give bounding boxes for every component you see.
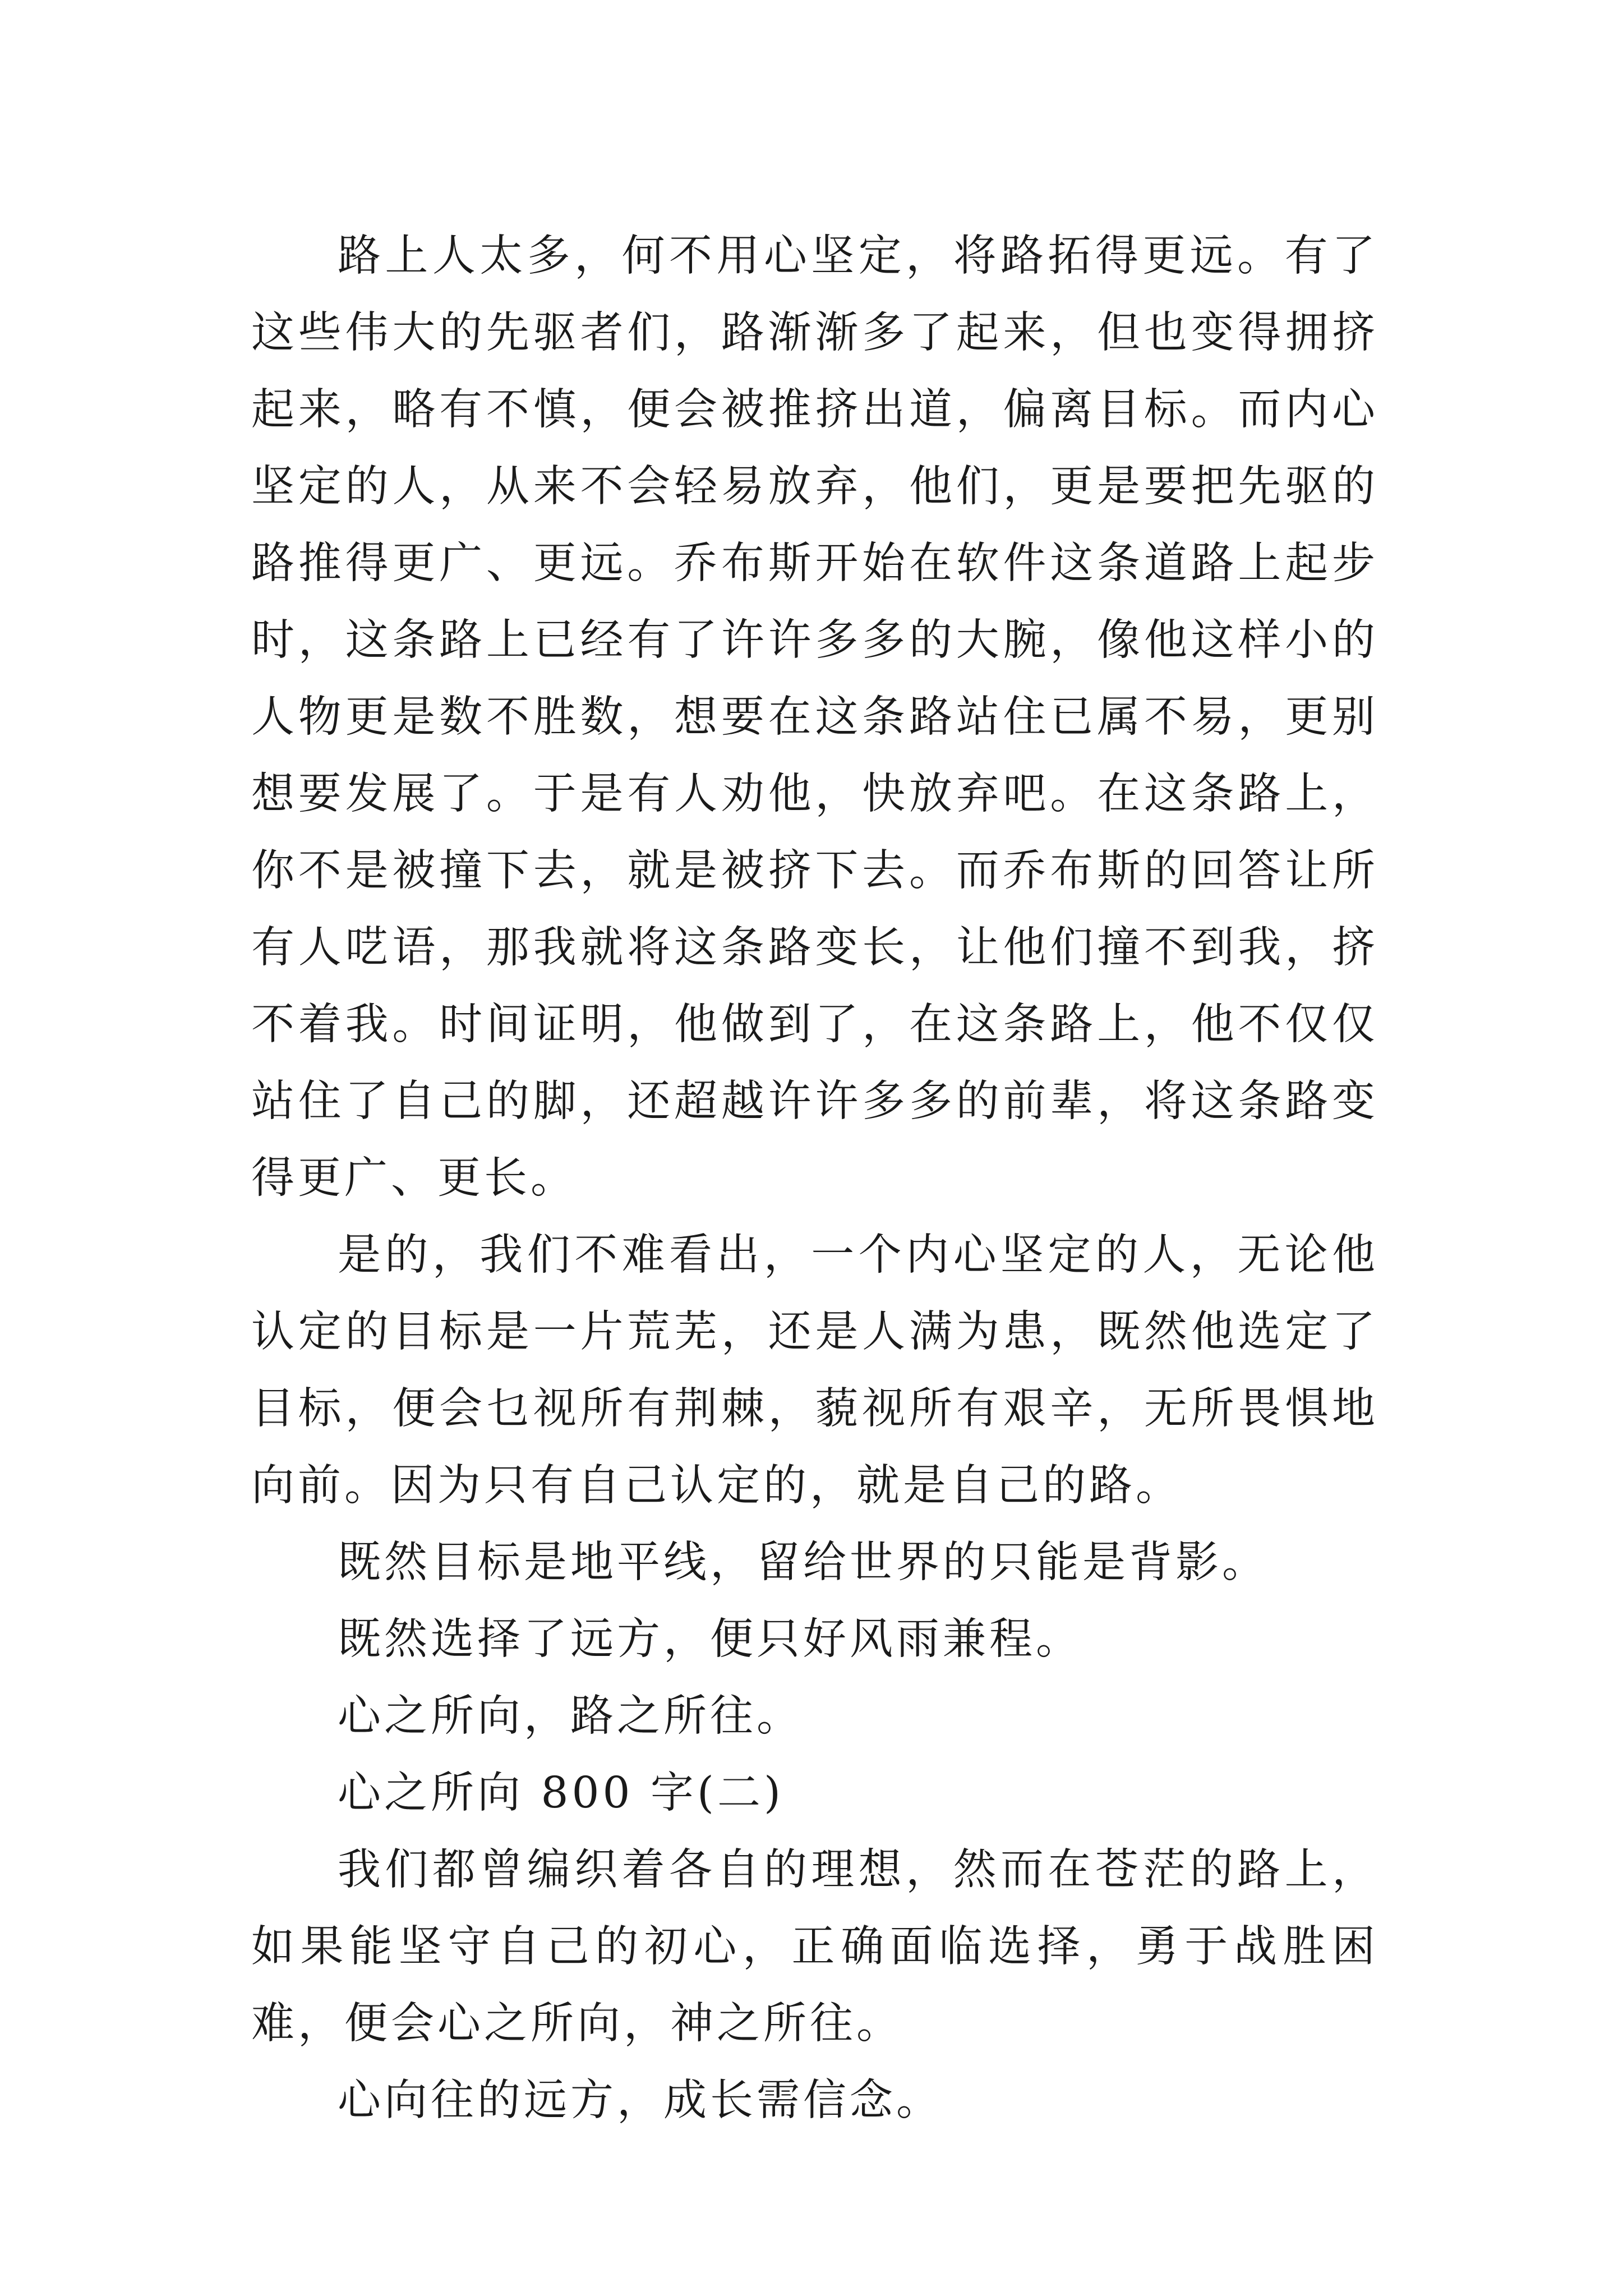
paragraph-distance: 既然选择了远方，便只好风雨兼程。 <box>338 1614 1082 1664</box>
paragraph-conclusion: 是的，我们不难看出，一个内心坚定的人，无论他认定的目标是一片荒芜，还是人满为患，既然他选定了目标，便会乜视所有荆棘，藐视所有艰辛，无所畏惧地向前。因为只有自己认定的，就是自己的路。 <box>251 1230 1378 1511</box>
section-heading: 心之所向 800 字(二) <box>338 1768 785 1818</box>
paragraph-heart-path: 心之所向，路之所往。 <box>338 1691 803 1741</box>
paragraph-jobs-story: 路上人太多，何不用心坚定，将路拓得更远。有了这些伟大的先驱者们，路渐渐多了起来，但也变得拥挤起来，略有不慎，便会被推挤出道，偏离目标。而内心坚定的人，从来不会轻易放弃，他们，更是要把先驱的路推得更广、更远。乔布斯开始在软件这条道路上起步时，这条路上已经有了许许多多的大腕，像他这样小的人物更是数不胜数，想要在这条路站住已属不易，更别想要发展了。于是有人劝他，快放弃吧。在这条路上，你不是被撞下去，就是被挤下去。而乔布斯的回答让所有人呓语，那我就将这条路变长，让他们撞不到我，挤不着我。时间证明，他做到了，在这条路上，他不仅仅站住了自己的脚，还超越许许多多的前辈，将这条路变得更广、更长。 <box>251 231 1378 1203</box>
paragraph-horizon: 既然目标是地平线，留给世界的只能是背影。 <box>338 1538 1269 1588</box>
paragraph-belief: 心向往的远方，成长需信念。 <box>338 2076 943 2125</box>
paragraph-ideals: 我们都曾编织着各自的理想，然而在苍茫的路上，如果能坚守自己的初心，正确面临选择，勇于战胜困难，便会心之所向，神之所往。 <box>251 1845 1378 2049</box>
document-body <box>251 218 1378 2139</box>
